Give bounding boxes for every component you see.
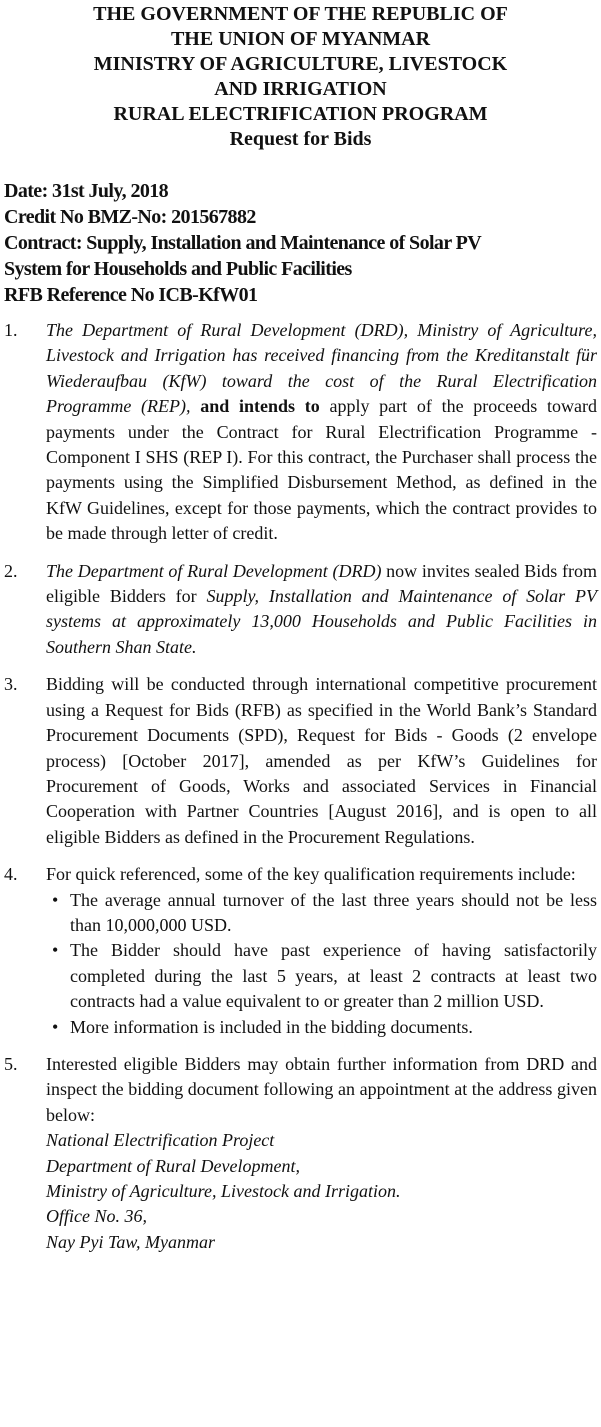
header-line-ministry: MINISTRY OF AGRICULTURE, LIVESTOCK	[93, 53, 508, 75]
list-item	[46, 888, 597, 939]
meta-credit-number: Credit No BMZ-No: 201567882	[4, 206, 256, 228]
numbered-item-5	[0, 1052, 601, 1255]
item-number: 2.	[4, 560, 18, 581]
item-paragraph: Bidding will be conducted through international competitive procurement using a Request for Bids (RFB) as specified in the World Bank’s Standard Procurement Documents (SPD), Request for Bids - Goods (2 envelope process) [October 2017], amended as per KfW’s Guidelines for Procurement of Goods, Works and associated Services in Financial Cooperation with Partner Countries [August 2016], and is open to all eligible Bidders as defined in the Procurement Regulations.	[46, 674, 597, 847]
header-line-irrigation: AND IRRIGATION	[214, 78, 387, 100]
header-line-request-for-bids: Request for Bids	[229, 128, 372, 150]
item-italic-text: Supply, Installation and Maintenance of Solar PV systems at approximately 13,000 Households and Public Facilities in Southern Shan State.	[46, 586, 598, 657]
list-item	[46, 938, 597, 1014]
bullet-icon: •	[52, 940, 59, 961]
notice-meta	[4, 178, 599, 308]
item-number: 1.	[4, 320, 18, 340]
header-line-government: THE GOVERNMENT OF THE REPUBLIC OF	[93, 3, 508, 25]
address-line-ministry: Ministry of Agriculture, Livestock and Irrigation.	[46, 1181, 401, 1201]
item-number: 3.	[4, 674, 18, 695]
list-item-text: The Bidder should have past experience of having satisfactorily completed during the last 5 years, at least 2 contracts at least two contracts had a value equivalent to or greater than 2 million USD.	[70, 940, 597, 1012]
item-number: 4.	[4, 864, 18, 885]
address-line-department: Department of Rural Development,	[46, 1155, 300, 1176]
list-item	[46, 1015, 597, 1040]
item-paragraph	[46, 318, 597, 547]
item-bold-text: and intends to	[190, 396, 320, 417]
qualification-list	[46, 888, 597, 1040]
meta-contract-line-2: System for Households and Public Facilities	[4, 258, 352, 280]
notice-body	[0, 318, 601, 1255]
notice-header	[0, 2, 601, 152]
numbered-item-2	[0, 559, 601, 661]
list-item-text: The average annual turnover of the last three years should not be less than 10,000,000 USD.	[70, 889, 597, 935]
item-paragraph	[46, 559, 597, 661]
meta-contract-line-1: Contract: Supply, Installation and Maintenance of Solar PV	[4, 232, 482, 254]
item-paragraph: Interested eligible Bidders may obtain further information from DRD and inspect the bidding document following an appointment at the address given below:	[46, 1053, 597, 1125]
item-italic-text: The Department of Rural Development (DRD)	[46, 560, 382, 581]
item-number: 5.	[4, 1053, 18, 1074]
address-line-city: Nay Pyi Taw, Myanmar	[46, 1231, 215, 1252]
list-item-text: More information is included in the bidding documents.	[70, 1016, 473, 1037]
item-text: apply part of the proceeds toward payments under the Contract for Rural Electrification Programme - Component I SHS (REP I). For this contract, the Purchaser shall process the payments using the Simplified Disbursement Method, as defined in the KfW Guidelines, except for those payments, which the contract provides to be made through letter of credit.	[46, 396, 597, 544]
address-line-project: National Electrification Project	[46, 1130, 275, 1151]
item-text: now invites sealed Bids from eligible Bidders for	[46, 560, 597, 607]
header-line-program: RURAL ELECTRIFICATION PROGRAM	[113, 103, 488, 125]
meta-date: Date: 31st July, 2018	[4, 180, 169, 202]
numbered-item-3	[0, 672, 601, 850]
numbered-item-4	[0, 862, 601, 1040]
bullet-icon: •	[52, 1016, 59, 1037]
contact-address	[46, 1128, 597, 1255]
item-paragraph: For quick referenced, some of the key qualification requirements include:	[46, 864, 576, 885]
header-line-union: THE UNION OF MYANMAR	[170, 28, 431, 50]
numbered-item-1	[0, 318, 601, 547]
meta-rfb-reference: RFB Reference No ICB-KfW01	[4, 284, 258, 306]
address-line-office: Office No. 36,	[46, 1206, 147, 1227]
bullet-icon: •	[52, 889, 59, 910]
item-italic-text: The Department of Rural Development (DRD), Ministry of Agriculture, Livestock and Irrigation has received financing from the Kreditanstalt für Wiederaufbau (KfW) toward the cost of the Rural Electrification Programme (REP),	[46, 320, 597, 417]
